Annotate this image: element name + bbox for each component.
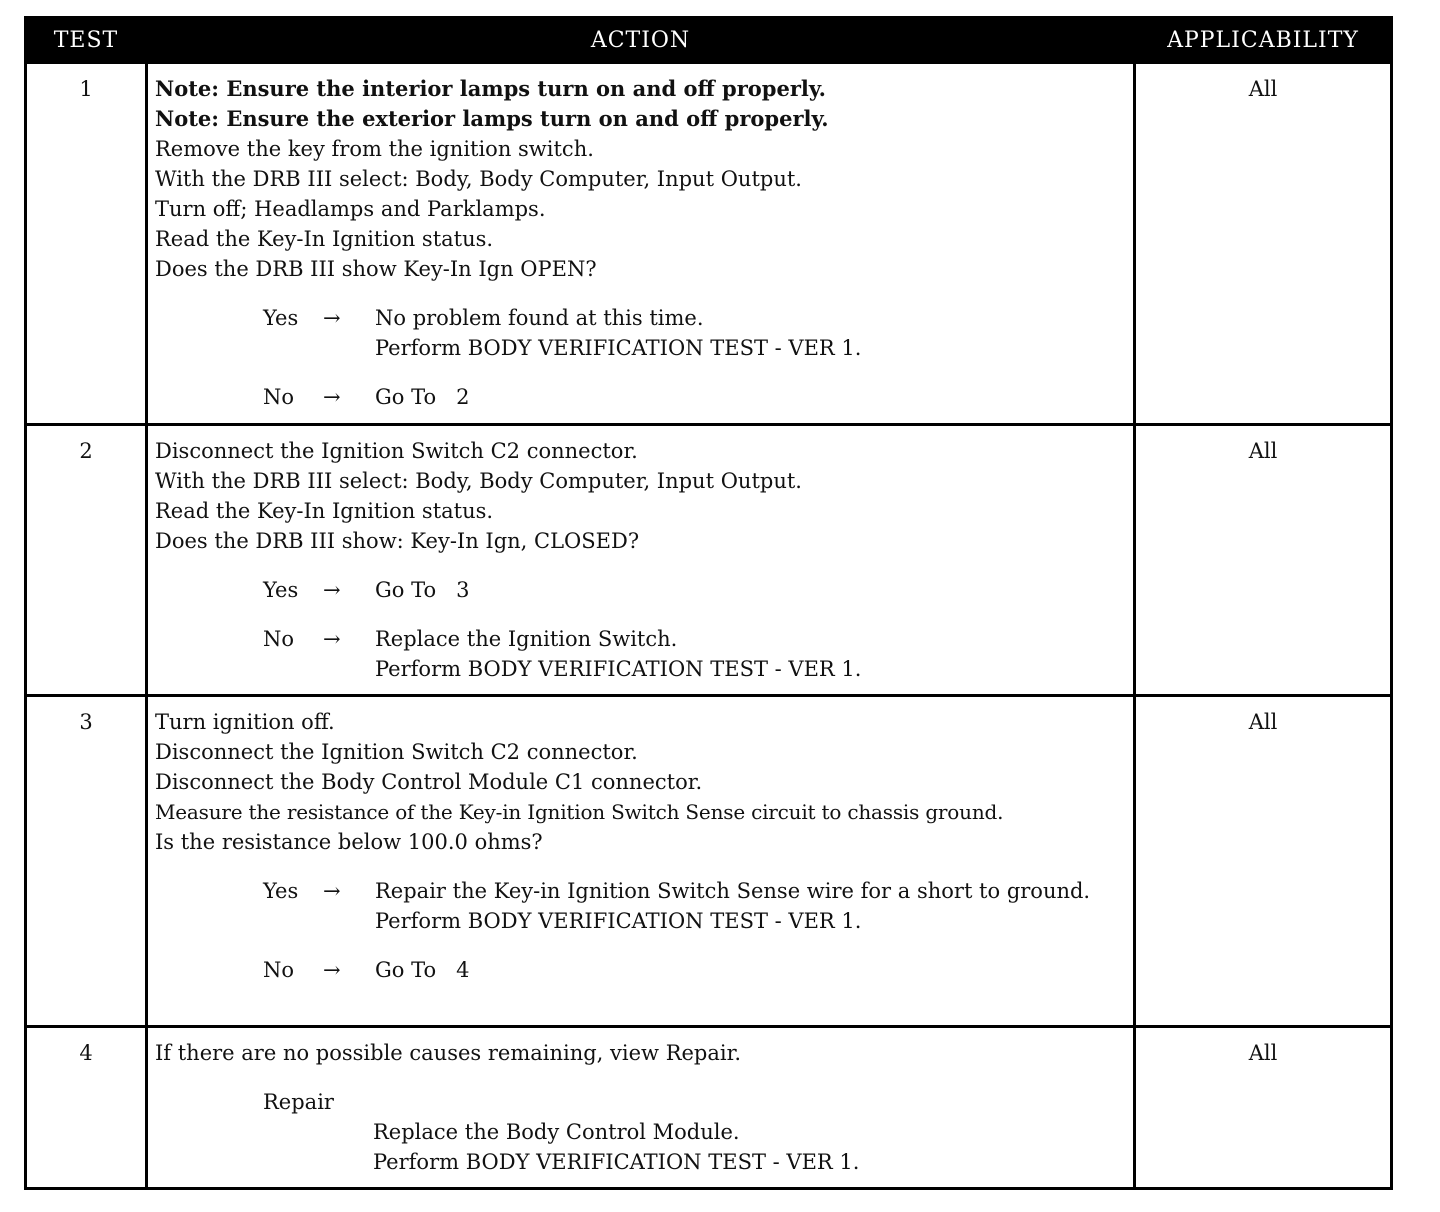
step-line: With the DRB III select: Body, Body Computer, Input Output.	[155, 167, 802, 191]
test-number: 1	[26, 63, 147, 425]
step-line: Disconnect the Body Control Module C1 connector.	[155, 770, 703, 794]
yes-label: Yes	[263, 578, 299, 602]
table-row	[26, 1027, 1392, 1189]
applicability-value: All	[1135, 63, 1392, 425]
note-line: Note: Ensure the exterior lamps turn on and off properly.	[155, 106, 829, 131]
action-cell	[147, 696, 1135, 1027]
action-cell	[147, 63, 1135, 425]
yes-answer	[155, 876, 1127, 936]
step-line: If there are no possible causes remaining, view Repair.	[155, 1041, 742, 1065]
no-result: Replace the Ignition Switch. Perform BODY VERIFICATION TEST - VER 1.	[375, 627, 862, 681]
yes-answer	[155, 575, 1127, 605]
test-number: 4	[26, 1027, 147, 1189]
no-label: No	[263, 627, 295, 651]
question-line: Is the resistance below 100.0 ohms?	[155, 830, 543, 854]
yes-result: Go To 3	[375, 578, 470, 602]
no-result: Go To 4	[375, 958, 470, 982]
table-row	[26, 425, 1392, 696]
applicability-value: All	[1135, 1027, 1392, 1189]
test-number: 2	[26, 425, 147, 696]
yes-label: Yes	[263, 879, 299, 903]
header-test: TEST	[26, 18, 147, 63]
applicability-value: All	[1135, 696, 1392, 1027]
note-line: Note: Ensure the interior lamps turn on and off properly.	[155, 76, 826, 101]
repair-label: Repair	[263, 1090, 334, 1114]
arrow-right-icon: →	[323, 578, 341, 602]
step-line: Remove the key from the ignition switch.	[155, 137, 594, 161]
table-row	[26, 63, 1392, 425]
header-applicability: APPLICABILITY	[1135, 18, 1392, 63]
yes-answer	[155, 303, 1127, 363]
step-line: Measure the resistance of the Key-in Ignition Switch Sense circuit to chassis ground.	[155, 800, 1004, 824]
yes-result: Repair the Key-in Ignition Switch Sense wire for a short to ground. Perform BODY VERIFICATION TEST - VER 1.	[375, 879, 1091, 933]
header-action: ACTION	[147, 18, 1135, 63]
test-number: 3	[26, 696, 147, 1027]
question-line: Does the DRB III show Key-In Ign OPEN?	[155, 257, 597, 281]
table-row	[26, 696, 1392, 1027]
step-line: Disconnect the Ignition Switch C2 connector.	[155, 439, 638, 463]
step-line: Turn off; Headlamps and Parklamps.	[155, 197, 546, 221]
question-line: Does the DRB III show: Key-In Ign, CLOSED?	[155, 529, 640, 553]
yes-label: Yes	[263, 306, 299, 330]
action-cell	[147, 425, 1135, 696]
no-answer	[155, 382, 1127, 412]
no-answer	[155, 624, 1127, 684]
step-line: Turn ignition off.	[155, 710, 335, 734]
step-line: With the DRB III select: Body, Body Computer, Input Output.	[155, 469, 802, 493]
diagnostic-test-table	[24, 16, 1393, 1190]
arrow-right-icon: →	[323, 627, 341, 651]
step-line: Disconnect the Ignition Switch C2 connector.	[155, 740, 638, 764]
step-line: Read the Key-In Ignition status.	[155, 499, 494, 523]
action-cell	[147, 1027, 1135, 1189]
arrow-right-icon: →	[323, 306, 341, 330]
no-label: No	[263, 385, 295, 409]
table-header-row	[26, 18, 1392, 63]
no-label: No	[263, 958, 295, 982]
no-result: Go To 2	[375, 385, 470, 409]
yes-result: No problem found at this time. Perform BODY VERIFICATION TEST - VER 1.	[375, 306, 862, 360]
repair-detail: Replace the Body Control Module. Perform BODY VERIFICATION TEST - VER 1.	[373, 1120, 860, 1174]
no-answer	[155, 955, 1127, 985]
arrow-right-icon: →	[323, 879, 341, 903]
step-line: Read the Key-In Ignition status.	[155, 227, 494, 251]
repair-block	[155, 1087, 1127, 1177]
arrow-right-icon: →	[323, 385, 341, 409]
applicability-value: All	[1135, 425, 1392, 696]
arrow-right-icon: →	[323, 958, 341, 982]
